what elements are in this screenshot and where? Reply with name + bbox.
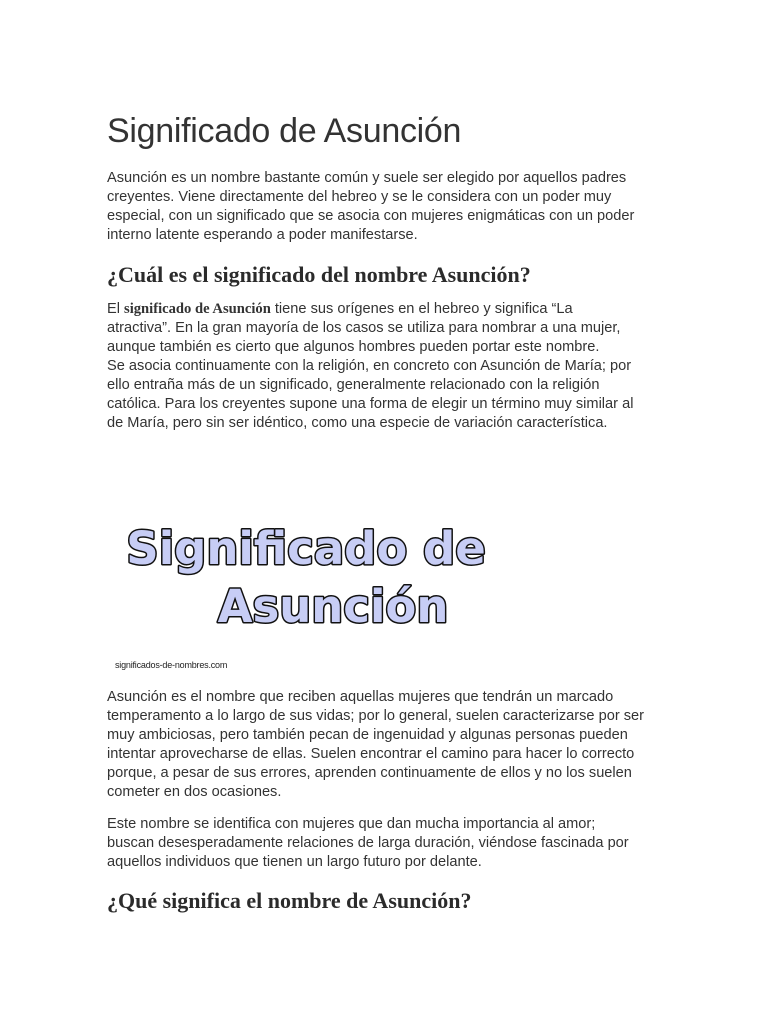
personality-paragraph <box>107 688 661 802</box>
intro-line: interno latente esperando a poder manifestarse. <box>107 227 418 243</box>
personality-line: cometer en dos ocasiones. <box>107 784 282 800</box>
personality-line: muy ambiciosas, pero también pecan de ingenuidad y algunas personas pueden <box>107 727 628 743</box>
section-heading-meaning: ¿Cuál es el significado del nombre Asunción? <box>107 262 531 287</box>
section-heading-what-means: ¿Qué significa el nombre de Asunción? <box>107 888 472 913</box>
personality-line: temperamento a lo largo de sus vidas; por lo general, suelen caracterizarse por ser <box>107 708 645 724</box>
meaning-line: aunque también es cierto que algunos hombres pueden portar este nombre. <box>107 339 600 355</box>
love-line: buscan desesperadamente relaciones de larga duración, viéndose fascinada por <box>107 835 629 851</box>
meaning-paragraph-1 <box>107 300 661 433</box>
title-graphic-art <box>107 512 547 657</box>
graphic-line-1: Significado de <box>126 522 486 575</box>
meaning-line: ello entraña más de un significado, generalmente relacionado con la religión <box>107 377 600 393</box>
meaning-line: atractiva”. En la gran mayoría de los casos se utiliza para nombrar a una mujer, <box>107 320 621 336</box>
intro-line: especial, con un significado que se asocia con mujeres enigmáticas con un poder <box>107 208 635 224</box>
intro-line: creyentes. Viene directamente del hebreo y se le considera con un poder muy <box>107 189 612 205</box>
love-line: Este nombre se identifica con mujeres que dan mucha importancia al amor; <box>107 816 596 832</box>
meaning-line: católica. Para los creyentes supone una forma de elegir un término muy similar al <box>107 396 634 412</box>
title-graphic <box>107 512 547 677</box>
intro-line: Asunción es un nombre bastante común y suele ser elegido por aquellos padres <box>107 170 627 186</box>
personality-line: porque, a pesar de sus errores, aprenden continuamente de ellos y no los suelen <box>107 765 632 781</box>
meaning-line: Se asocia continuamente con la religión, en concreto con Asunción de María; por <box>107 358 632 374</box>
page-title: Significado de Asunción <box>107 112 462 150</box>
personality-line: intentar aprovecharse de ellas. Suelen encontrar el camino para hacer lo correcto <box>107 746 635 762</box>
personality-line: Asunción es el nombre que reciben aquellas mujeres que tendrán un marcado <box>107 689 614 705</box>
meaning-prefix: El <box>107 301 125 317</box>
meaning-line-rest: tiene sus orígenes en el hebreo y significa “La <box>270 301 573 317</box>
intro-paragraph <box>107 169 661 245</box>
highlighted-term: significado de Asunción <box>124 301 271 317</box>
love-line: aquellos individuos que tienen un largo futuro por delante. <box>107 854 482 870</box>
love-paragraph <box>107 815 661 872</box>
watermark: significados-de-nombres.com <box>115 660 228 670</box>
meaning-line <box>107 300 661 319</box>
graphic-line-2: Asunción <box>217 580 449 633</box>
meaning-line: de María, pero sin ser idéntico, como una especie de variación característica. <box>107 415 608 431</box>
